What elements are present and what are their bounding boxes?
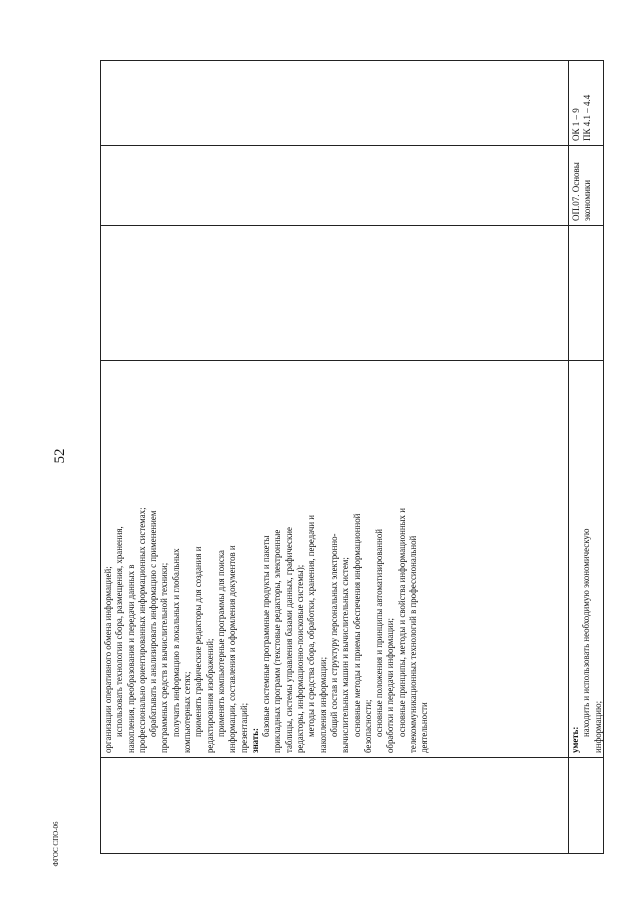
table-cell-competencies xyxy=(568,59,603,145)
text-line: вычислительных машин и вычислительных систем; xyxy=(340,557,351,753)
text-line: компьютерных сетях; xyxy=(182,671,193,753)
curriculum-table xyxy=(100,60,604,854)
text-line: презентаций; xyxy=(238,702,249,753)
table-cell-discipline xyxy=(101,145,568,225)
text-line: информации, составления и оформления документов и xyxy=(227,545,238,753)
table-row xyxy=(101,61,569,853)
text-line: знать: xyxy=(249,728,260,753)
text-line: редактирования изображений; xyxy=(204,638,215,753)
text-line: таблицы, системы управления базами данных, графические xyxy=(283,527,294,753)
text-line: применять компьютерные программы для поиска xyxy=(215,550,226,737)
table-rotator xyxy=(100,60,604,854)
table-cell-hours xyxy=(101,225,568,360)
table-cell-index xyxy=(568,757,603,853)
text-line: информацию; xyxy=(592,700,603,753)
text-line: общий состав и структуру персональных электронно- xyxy=(328,533,339,737)
text-line: безопасности; xyxy=(362,699,373,753)
text-line: уметь: xyxy=(570,726,580,753)
text-line: телекоммуникационных технологий в профессиональной xyxy=(408,535,419,753)
table-cell-index xyxy=(101,757,568,853)
text-line: обработки и передачи информации; xyxy=(385,618,396,753)
text-line: использовать технологии сбора, размещения, хранения, xyxy=(114,526,125,737)
text-line: находить и использовать необходимую экономическую xyxy=(581,528,592,737)
competency-professional: ПК 4.1 – 4.4 xyxy=(582,94,592,141)
text-line: основные положения и принципы автоматизированной xyxy=(374,528,385,737)
table-cell-discipline xyxy=(568,145,603,225)
text-line: основные принципы, методы и свойства информационных и xyxy=(396,508,407,737)
text-line: организации оперативного обмена информацией; xyxy=(103,566,113,753)
text-line: программных средств и вычислительной техники; xyxy=(159,562,170,753)
table-cell-hours xyxy=(568,225,603,360)
text-line: применять графические редакторы для создания и xyxy=(193,546,204,737)
table-row xyxy=(568,61,603,853)
table-cell-competencies xyxy=(101,59,568,145)
text-line: редакторы, информационно-поисковые системы); xyxy=(295,564,306,753)
footer-code: ФГОС СПО-06 xyxy=(52,821,60,867)
text-line: деятельности xyxy=(419,702,430,753)
text-line: прикладных программ (текстовые редакторы, электронные xyxy=(272,529,283,753)
text-line: профессионально ориентированных информационных системах; xyxy=(136,507,147,753)
table-cell-requirements xyxy=(568,360,603,757)
competency-general: ОК 1 – 9 xyxy=(571,108,581,141)
text-line: обрабатывать и анализировать информацию с применением xyxy=(148,510,159,737)
text-line: накопления информации; xyxy=(317,656,328,753)
text-line: методы и средства сбора, обработки, хранения, передачи и xyxy=(306,514,317,737)
text-line: получать информацию в локальных и глобальных xyxy=(170,548,181,737)
text-line: базовые системные программные продукты и пакеты xyxy=(261,535,272,737)
table-cell-requirements xyxy=(101,360,568,757)
text-line: основные методы и приемы обеспечения информационной xyxy=(351,513,362,737)
discipline-name: ОП.07. Основы экономики xyxy=(571,162,592,221)
text-line: накопления, преобразования и передачи данных в xyxy=(125,564,136,753)
page-number: 52 xyxy=(51,448,68,464)
